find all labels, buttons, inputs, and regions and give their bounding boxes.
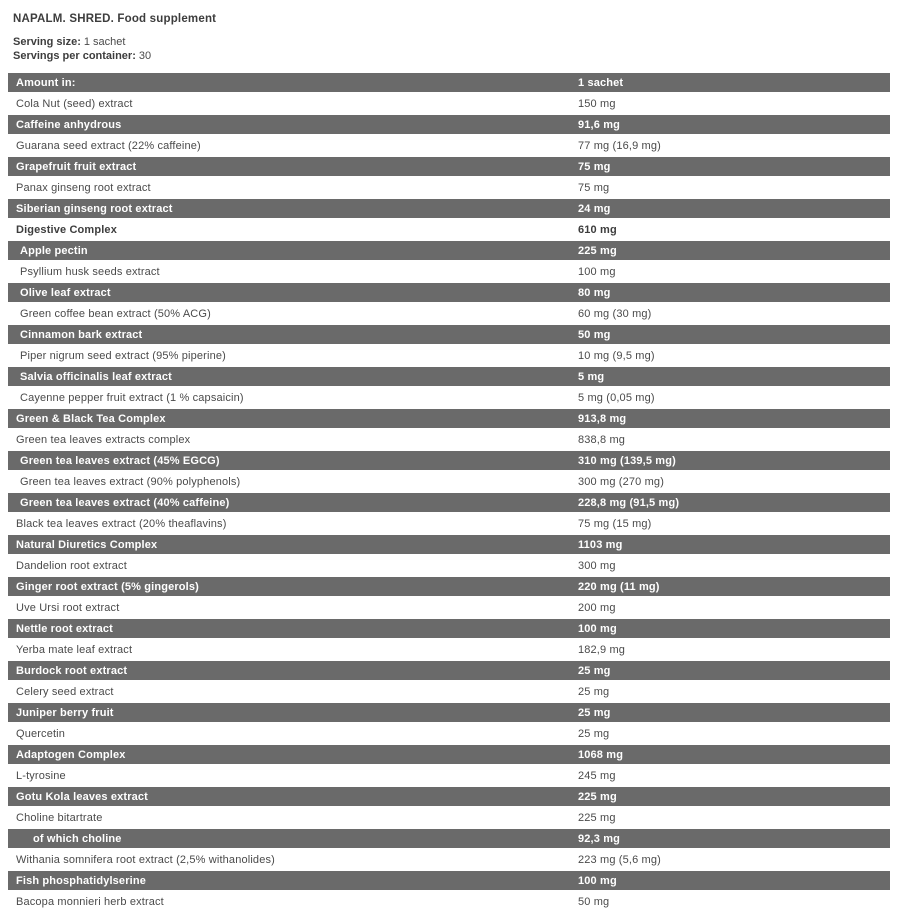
table-row [8,513,890,534]
table-row [8,198,890,219]
ingredient-amount: 310 mg (139,5 mg) [578,454,676,467]
ingredient-name: Cinnamon bark extract [20,328,143,341]
table-row [8,870,890,891]
ingredient-amount: 77 mg (16,9 mg) [578,139,661,152]
table-row [8,891,890,909]
ingredient-name: Cayenne pepper fruit extract (1 % capsaicin) [20,391,244,404]
ingredient-amount: 223 mg (5,6 mg) [578,853,661,866]
ingredient-name: Nettle root extract [16,622,113,635]
table-row [8,555,890,576]
ingredient-name: Green coffee bean extract (50% ACG) [20,307,211,320]
ingredient-amount: 5 mg [578,370,605,383]
ingredient-name: Celery seed extract [16,685,114,698]
ingredient-name: Olive leaf extract [20,286,111,299]
table-row [8,471,890,492]
table-row [8,744,890,765]
table-row [8,114,890,135]
ingredient-name: Salvia officinalis leaf extract [20,370,172,383]
ingredient-amount: 225 mg [578,244,617,257]
ingredient-name: Juniper berry fruit [16,706,114,719]
table-row [8,534,890,555]
ingredient-amount: 91,6 mg [578,118,621,131]
ingredient-name: Caffeine anhydrous [16,118,122,131]
servings-per-container-line [13,50,900,64]
ingredient-name: Burdock root extract [16,664,128,677]
ingredient-amount: 25 mg [578,727,610,740]
table-row [8,156,890,177]
ingredient-name: Uve Ursi root extract [16,601,120,614]
page-title: NAPALM. SHRED. Food supplement [13,13,217,25]
ingredient-amount: 228,8 mg (91,5 mg) [578,496,680,509]
table-row [8,765,890,786]
ingredient-name: Siberian ginseng root extract [16,202,173,215]
table-row [8,261,890,282]
table-row [8,639,890,660]
ingredient-name: Ginger root extract (5% gingerols) [16,580,199,593]
ingredient-name: Guarana seed extract (22% caffeine) [16,139,201,152]
ingredient-name: Dandelion root extract [16,559,127,572]
ingredient-name: Panax ginseng root extract [16,181,151,194]
ingredient-amount: 150 mg [578,97,616,110]
ingredient-name: Green tea leaves extract (90% polyphenols) [20,475,241,488]
ingredient-amount: 838,8 mg [578,433,626,446]
ingredient-amount: 1103 mg [578,538,623,551]
table-row [8,702,890,723]
ingredient-amount: 1068 mg [578,748,624,761]
ingredient-amount: 200 mg [578,601,616,614]
table-row [8,450,890,471]
ingredient-amount: 610 mg [578,223,617,236]
ingredient-amount: 75 mg (15 mg) [578,517,652,530]
table-row [8,303,890,324]
ingredient-amount: 100 mg [578,622,617,635]
servings-per-container-label: Servings per container: [13,49,136,62]
ingredient-amount: 225 mg [578,811,616,824]
table-row [8,345,890,366]
serving-size-label: Serving size: [13,36,81,48]
ingredient-name: Grapefruit fruit extract [16,160,137,173]
table-row [8,408,890,429]
table-row [8,618,890,639]
ingredient-amount: 60 mg (30 mg) [578,307,652,320]
table-row [8,849,890,870]
serving-info [13,36,900,63]
ingredient-amount: 50 mg [578,328,611,341]
table-row [8,723,890,744]
table-row [8,429,890,450]
ingredient-name: Yerba mate leaf extract [16,643,133,656]
servings-per-container-value: 30 [138,49,152,62]
ingredient-name: Black tea leaves extract (20% theaflavins) [16,517,227,530]
table-row [8,93,890,114]
ingredient-name: Quercetin [16,727,66,740]
table-row [8,828,890,849]
ingredient-amount: 50 mg [578,895,610,908]
table-row [8,660,890,681]
ingredient-name: Fish phosphatidylserine [16,874,146,887]
table-row [8,366,890,387]
table-row [8,219,890,240]
ingredient-amount: 75 mg [578,160,611,173]
table-row [8,576,890,597]
ingredient-name: of which choline [33,832,122,845]
ingredient-amount: 182,9 mg [578,643,626,656]
ingredient-amount: 220 mg (11 mg) [578,580,660,593]
ingredient-amount: 92,3 mg [578,832,621,845]
ingredient-name: Piper nigrum seed extract (95% piperine) [20,349,226,362]
ingredient-name: Digestive Complex [16,223,117,236]
ingredient-amount: 75 mg [578,181,610,194]
ingredient-name: Psyllium husk seeds extract [20,265,160,278]
ingredient-amount: 100 mg [578,874,617,887]
table-header-sachet: 1 sachet [578,76,624,89]
ingredient-amount: 5 mg (0,05 mg) [578,391,655,404]
table-row [8,282,890,303]
ingredient-name: Adaptogen Complex [16,748,126,761]
table-row [8,387,890,408]
ingredient-name: Green & Black Tea Complex [16,412,166,425]
ingredient-name: Bacopa monnieri herb extract [16,895,164,908]
ingredient-amount: 25 mg [578,706,611,719]
ingredient-name: L-tyrosine [16,769,66,782]
table-row [8,324,890,345]
ingredient-name: Choline bitartrate [16,811,103,824]
ingredient-amount: 25 mg [578,664,611,677]
table-row [8,681,890,702]
table-header-row [8,72,890,93]
ingredient-name: Gotu Kola leaves extract [16,790,148,803]
supplement-table-body [8,93,890,909]
ingredient-amount: 300 mg [578,559,616,572]
ingredient-name: Cola Nut (seed) extract [16,97,133,110]
ingredient-amount: 80 mg [578,286,611,299]
serving-size-value: 1 sachet [83,36,126,48]
ingredient-name: Green tea leaves extracts complex [16,433,191,446]
ingredient-amount: 24 mg [578,202,611,215]
table-row [8,177,890,198]
ingredient-name: Natural Diuretics Complex [16,538,158,551]
ingredient-name: Green tea leaves extract (40% caffeine) [20,496,230,509]
table-row [8,597,890,618]
serving-size-line [13,36,900,50]
table-row [8,786,890,807]
ingredient-name: Green tea leaves extract (45% EGCG) [20,454,220,467]
ingredient-amount: 25 mg [578,685,610,698]
ingredient-amount: 100 mg [578,265,616,278]
table-row [8,135,890,156]
table-row [8,240,890,261]
table-row [8,807,890,828]
ingredient-name: Withania somnifera root extract (2,5% withanolides) [16,853,275,866]
supplement-table [8,72,890,909]
ingredient-amount: 225 mg [578,790,617,803]
ingredient-amount: 300 mg (270 mg) [578,475,665,488]
ingredient-amount: 245 mg [578,769,616,782]
ingredient-amount: 913,8 mg [578,412,627,425]
ingredient-name: Apple pectin [20,244,88,257]
ingredient-amount: 10 mg (9,5 mg) [578,349,655,362]
table-header-amount-in: Amount in: [16,76,76,89]
table-row [8,492,890,513]
